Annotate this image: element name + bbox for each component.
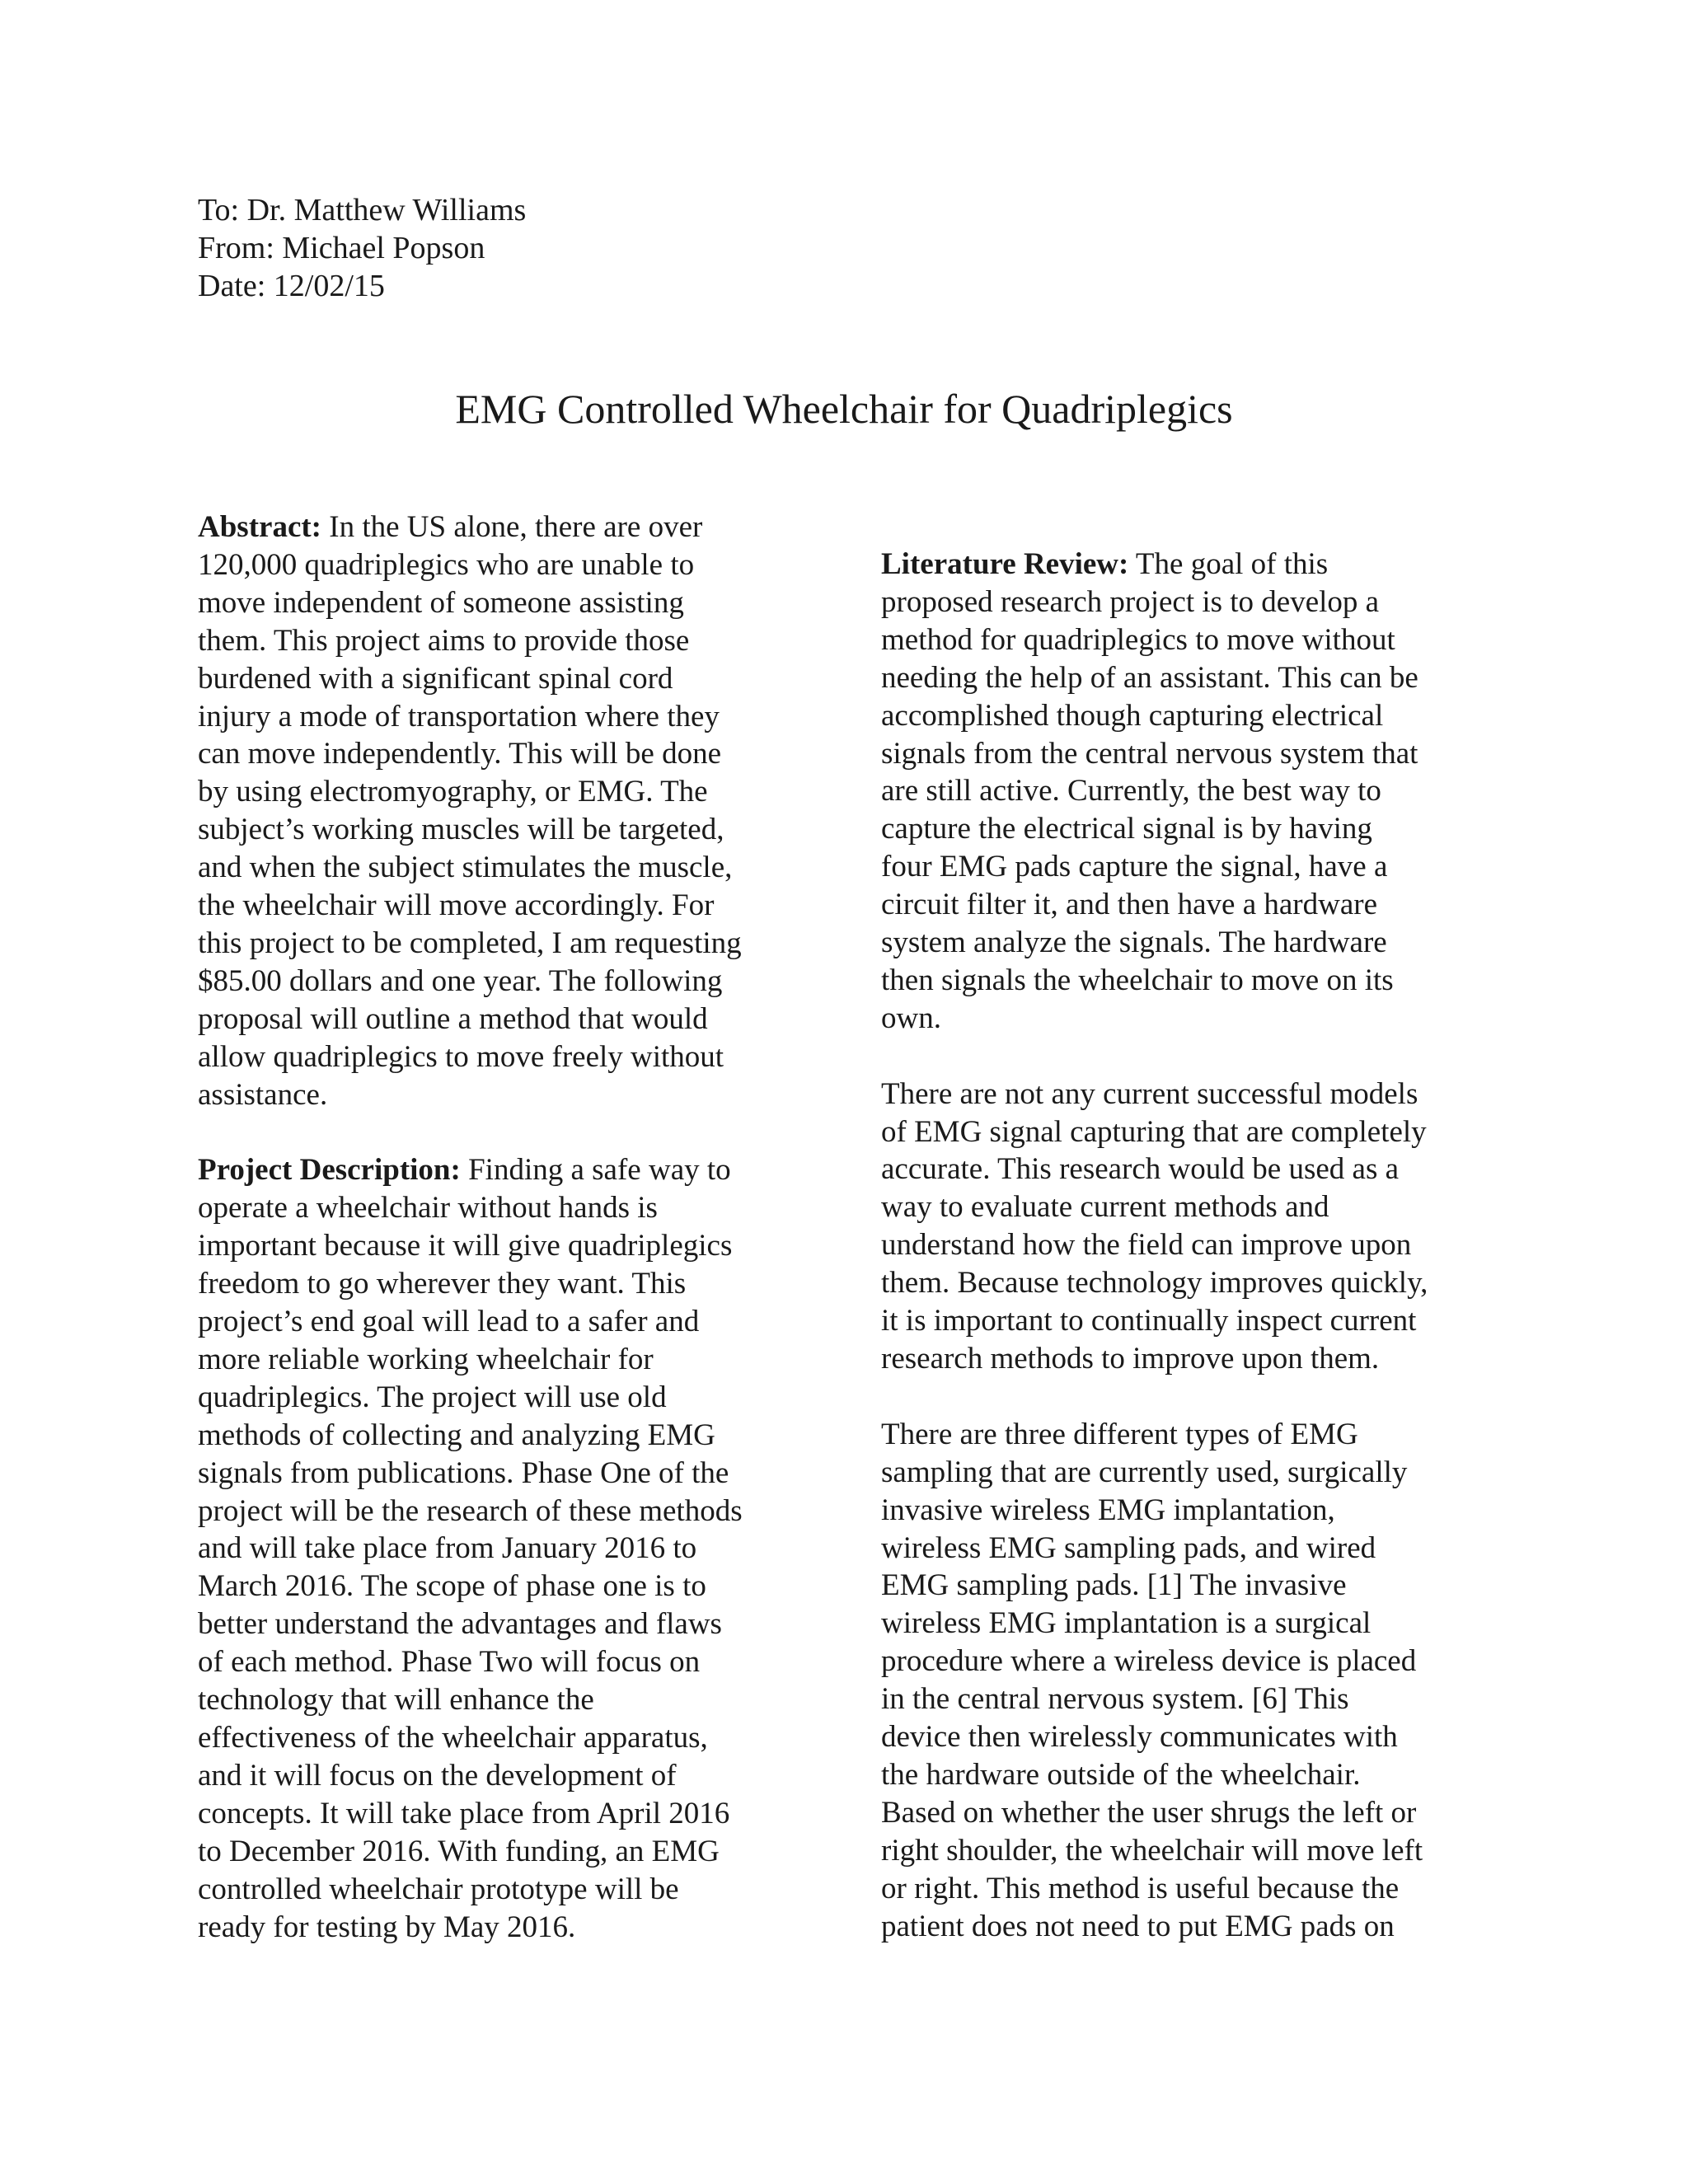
paragraph-line: of each method. Phase Two will focus on xyxy=(198,1645,701,1680)
paragraph-line: method for quadriplegics to move without xyxy=(881,622,1395,657)
paragraph-line: right shoulder, the wheelchair will move left xyxy=(881,1833,1423,1868)
paragraph-line: effectiveness of the wheelchair apparatus, xyxy=(198,1720,708,1755)
paragraph-line: four EMG pads capture the signal, have a xyxy=(881,850,1388,884)
abstract-paragraph xyxy=(198,509,791,1114)
paragraph-line: then signals the wheelchair to move on its xyxy=(881,963,1394,997)
paragraph-line: operate a wheelchair without hands is xyxy=(198,1191,658,1226)
types-paragraph xyxy=(881,1416,1475,1946)
paragraph-line: the wheelchair will move accordingly. For xyxy=(198,888,715,923)
paragraph-line: patient does not need to put EMG pads on xyxy=(881,1909,1395,1943)
paragraph-line: procedure where a wireless device is placed xyxy=(881,1644,1417,1679)
paragraph-line: signals from the central nervous system that xyxy=(881,736,1418,771)
paragraph-line: allow quadriplegics to move freely without xyxy=(198,1039,724,1074)
paragraph-line: the hardware outside of the wheelchair. xyxy=(881,1757,1361,1792)
left-column xyxy=(198,509,791,1946)
paragraph-line: circuit filter it, and then have a hardware xyxy=(881,888,1377,922)
paragraph-line: proposal will outline a method that would xyxy=(198,1001,708,1036)
paragraph-line: controlled wheelchair prototype will be xyxy=(198,1872,679,1906)
paragraph-line: technology that will enhance the xyxy=(198,1683,594,1718)
paragraph-line: 120,000 quadriplegics who are unable to xyxy=(198,547,695,582)
paragraph-line: by using electromyography, or EMG. The xyxy=(198,775,708,809)
memo-to: To: Dr. Matthew Williams xyxy=(198,193,527,227)
paragraph-line: burdened with a significant spinal cord xyxy=(198,661,673,696)
memo-from: From: Michael Popson xyxy=(198,231,485,265)
paragraph-line: move independent of someone assisting xyxy=(198,585,684,620)
paragraph-line: wireless EMG implantation is a surgical xyxy=(881,1606,1372,1641)
literature-review-heading: Literature Review: xyxy=(881,547,1129,581)
paragraph-line: them. Because technology improves quickly, xyxy=(881,1266,1428,1301)
paragraph-line: There are three different types of EMG xyxy=(881,1417,1358,1451)
paragraph-line: capture the electrical signal is by having xyxy=(881,812,1372,846)
paragraph-line: and will take place from January 2016 to xyxy=(198,1531,697,1566)
paragraph-line: ready for testing by May 2016. xyxy=(198,1910,576,1944)
models-paragraph xyxy=(881,1076,1475,1378)
paragraph-line: methods of collecting and analyzing EMG xyxy=(198,1418,715,1452)
paragraph-line: Project Description: Finding a safe way to xyxy=(198,1153,731,1188)
paragraph-line: system analyze the signals. The hardware xyxy=(881,926,1387,960)
paragraph-line: project’s end goal will lead to a safer and xyxy=(198,1305,700,1339)
paragraph-line: March 2016. The scope of phase one is to xyxy=(198,1569,706,1604)
paragraph-line: project will be the research of these methods xyxy=(198,1493,743,1528)
paragraph-line: needing the help of an assistant. This can be xyxy=(881,660,1418,695)
paragraph-line: There are not any current successful models xyxy=(881,1076,1418,1111)
paragraph-line: understand how the field can improve upon xyxy=(881,1228,1412,1263)
paragraph-line: to December 2016. With funding, an EMG xyxy=(198,1834,720,1868)
paragraph-line: wireless EMG sampling pads, and wired xyxy=(881,1530,1376,1565)
paragraph-line: signals from publications. Phase One of the xyxy=(198,1455,729,1490)
paragraph-line: way to evaluate current methods and xyxy=(881,1190,1329,1225)
paragraph-line: own. xyxy=(881,1001,941,1035)
paragraph-line: $85.00 dollars and one year. The following xyxy=(198,963,723,998)
paragraph-gap xyxy=(198,1114,791,1152)
paragraph-line: accomplished though capturing electrical xyxy=(881,698,1384,733)
project-description-paragraph xyxy=(198,1151,791,1946)
paragraph-line: freedom to go wherever they want. This xyxy=(198,1267,687,1301)
paragraph-line: accurate. This research would be used as a xyxy=(881,1152,1400,1187)
paragraph-line: invasive wireless EMG implantation, xyxy=(881,1493,1335,1527)
paragraph-line: concepts. It will take place from April 2016 xyxy=(198,1796,730,1830)
memo-date: Date: 12/02/15 xyxy=(198,269,385,303)
document-title: EMG Controlled Wheelchair for Quadriplegics xyxy=(455,386,1233,432)
abstract-heading: Abstract: xyxy=(198,510,322,544)
paragraph-line: Based on whether the user shrugs the left or xyxy=(881,1795,1417,1830)
paragraph-line: and it will focus on the development of xyxy=(198,1758,677,1793)
paragraph-line: Literature Review: The goal of this xyxy=(881,547,1329,581)
paragraph-line: sampling that are currently used, surgically xyxy=(881,1455,1408,1489)
paragraph-line: EMG sampling pads. [1] The invasive xyxy=(881,1568,1347,1603)
paragraph-gap xyxy=(881,1038,1475,1076)
literature-review-paragraph xyxy=(881,546,1475,1038)
project-description-heading: Project Description: xyxy=(198,1153,461,1188)
paragraph-line: research methods to improve upon them. xyxy=(881,1342,1380,1376)
paragraph-line: are still active. Currently, the best way to xyxy=(881,774,1381,808)
paragraph-line: and when the subject stimulates the muscle, xyxy=(198,851,733,885)
paragraph-line: subject’s working muscles will be targeted, xyxy=(198,813,724,847)
paragraph-line: them. This project aims to provide those xyxy=(198,623,690,658)
paragraph-line: quadriplegics. The project will use old xyxy=(198,1380,667,1414)
paragraph-line: this project to be completed, I am requesting xyxy=(198,926,742,960)
paragraph-line: proposed research project is to develop a xyxy=(881,584,1380,619)
paragraph-gap xyxy=(881,1378,1475,1416)
paragraph-line: injury a mode of transportation where they xyxy=(198,699,720,733)
paragraph-line: device then wirelessly communicates with xyxy=(881,1720,1398,1755)
memo-header xyxy=(198,191,526,305)
paragraph-line: of EMG signal capturing that are completely xyxy=(881,1114,1427,1149)
paragraph-line: in the central nervous system. [6] This xyxy=(881,1682,1349,1717)
right-column xyxy=(881,546,1475,1946)
paragraph-line: better understand the advantages and flaws xyxy=(198,1607,722,1642)
paragraph-line: can move independently. This will be done xyxy=(198,737,722,771)
paragraph-line: important because it will give quadriplegics xyxy=(198,1229,733,1263)
paragraph-line: more reliable working wheelchair for xyxy=(198,1342,654,1376)
paragraph-line: or right. This method is useful because the xyxy=(881,1871,1400,1905)
paragraph-line: it is important to continually inspect current xyxy=(881,1304,1417,1338)
paragraph-line: Abstract: In the US alone, there are over xyxy=(198,510,703,544)
paragraph-line: assistance. xyxy=(198,1077,328,1112)
